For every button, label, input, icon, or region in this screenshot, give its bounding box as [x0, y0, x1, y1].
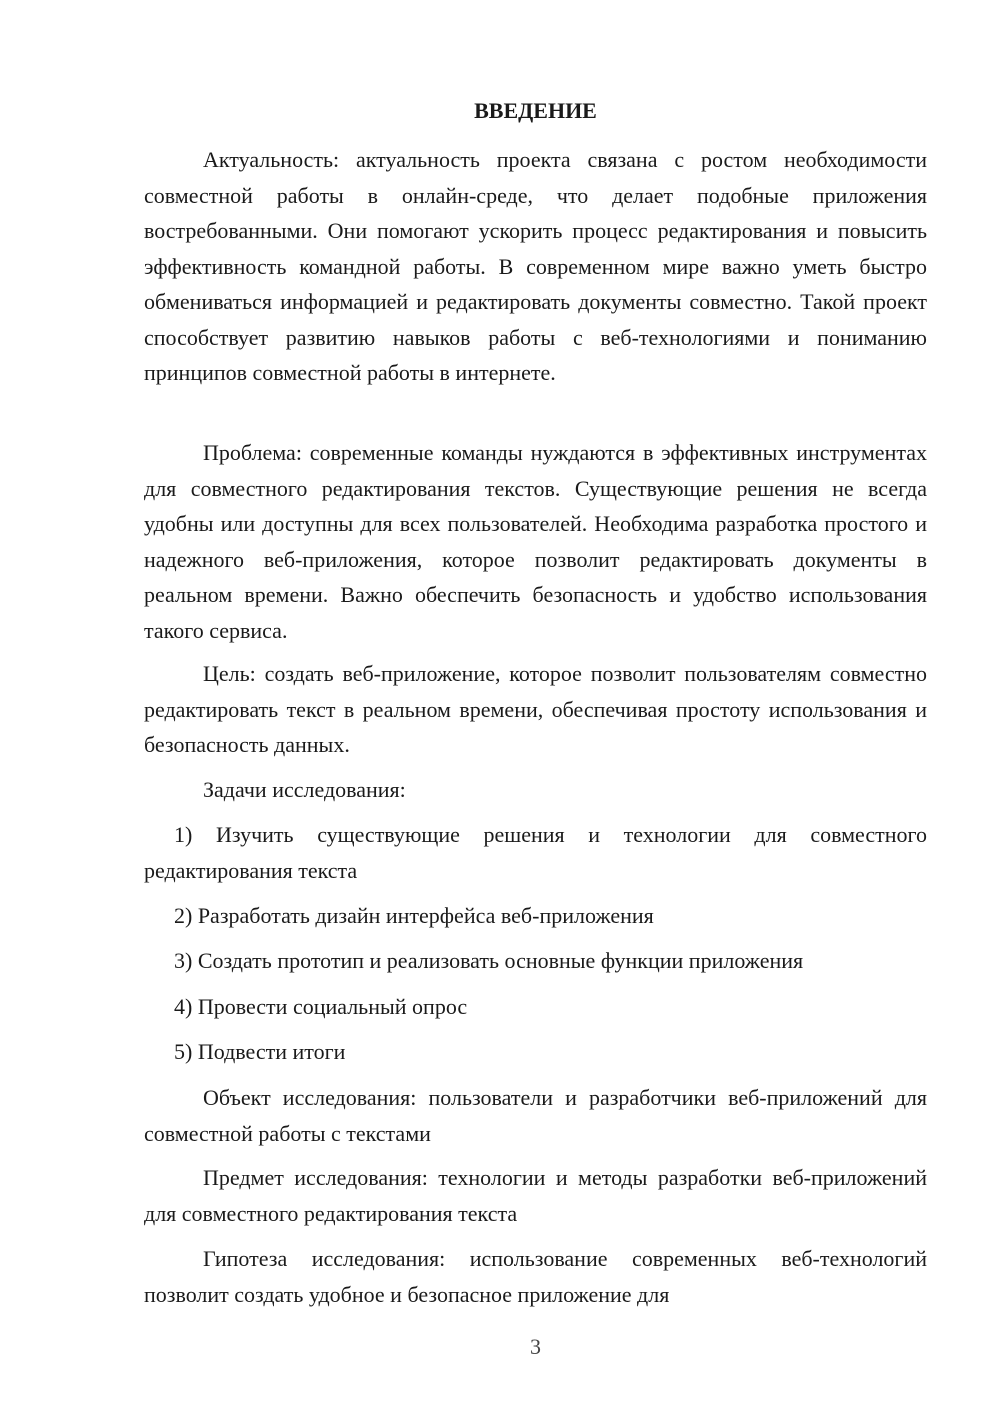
- paragraph-subject: Предмет исследования: технологии и методы разработки веб-приложений для совместного редактирования текста: [144, 1165, 927, 1226]
- paragraph-goal: Цель: создать веб-приложение, которое позволит пользователям совместно редактировать текст в реальном времени, обеспечивая простоту использования и безопасность данных.: [144, 661, 927, 757]
- paragraph-tasks-title: Задачи исследования:: [203, 777, 406, 802]
- task-item-2: 2) Разработать дизайн интерфейса веб-приложения: [174, 903, 654, 928]
- task-item-4: 4) Провести социальный опрос: [174, 994, 468, 1019]
- paragraph-object: Объект исследования: пользователи и разработчики веб-приложений для совместной работы с текстами: [144, 1085, 927, 1146]
- paragraph-hypothesis: Гипотеза исследования: использование современных веб-технологий позволит создать удобное и безопасное приложение для: [144, 1246, 927, 1307]
- page-number: 3: [530, 1334, 541, 1359]
- task-item-5: 5) Подвести итоги: [174, 1039, 346, 1064]
- paragraph-relevance: Актуальность: актуальность проекта связана с ростом необходимости совместной работы в онлайн-среде, что делает подобные приложения востребованными. Они помогают ускорить процесс редактирования и повысить эффективность командной работы. В современном мире важно уметь быстро обмениваться информацией и редактировать документы совместно. Такой проект способствует развитию навыков работы с веб-технологиями и пониманию принципов совместной работы в интернете.: [144, 147, 927, 385]
- document-page: [144, 0, 927, 1414]
- task-item-3: 3) Создать прототип и реализовать основные функции приложения: [174, 948, 804, 973]
- section-heading: ВВЕДЕНИЕ: [474, 98, 597, 123]
- task-item-1: 1) Изучить существующие решения и технологии для совместного редактирования текста: [144, 822, 927, 883]
- paragraph-problem: Проблема: современные команды нуждаются в эффективных инструментах для совместного редактирования текстов. Существующие решения не всегда удобны или доступны для всех пользователей. Необходима разработка простого и надежного веб-приложения, которое позволит редактировать документы в реальном времени. Важно обеспечить безопасность и удобство использования такого сервиса.: [144, 440, 927, 643]
